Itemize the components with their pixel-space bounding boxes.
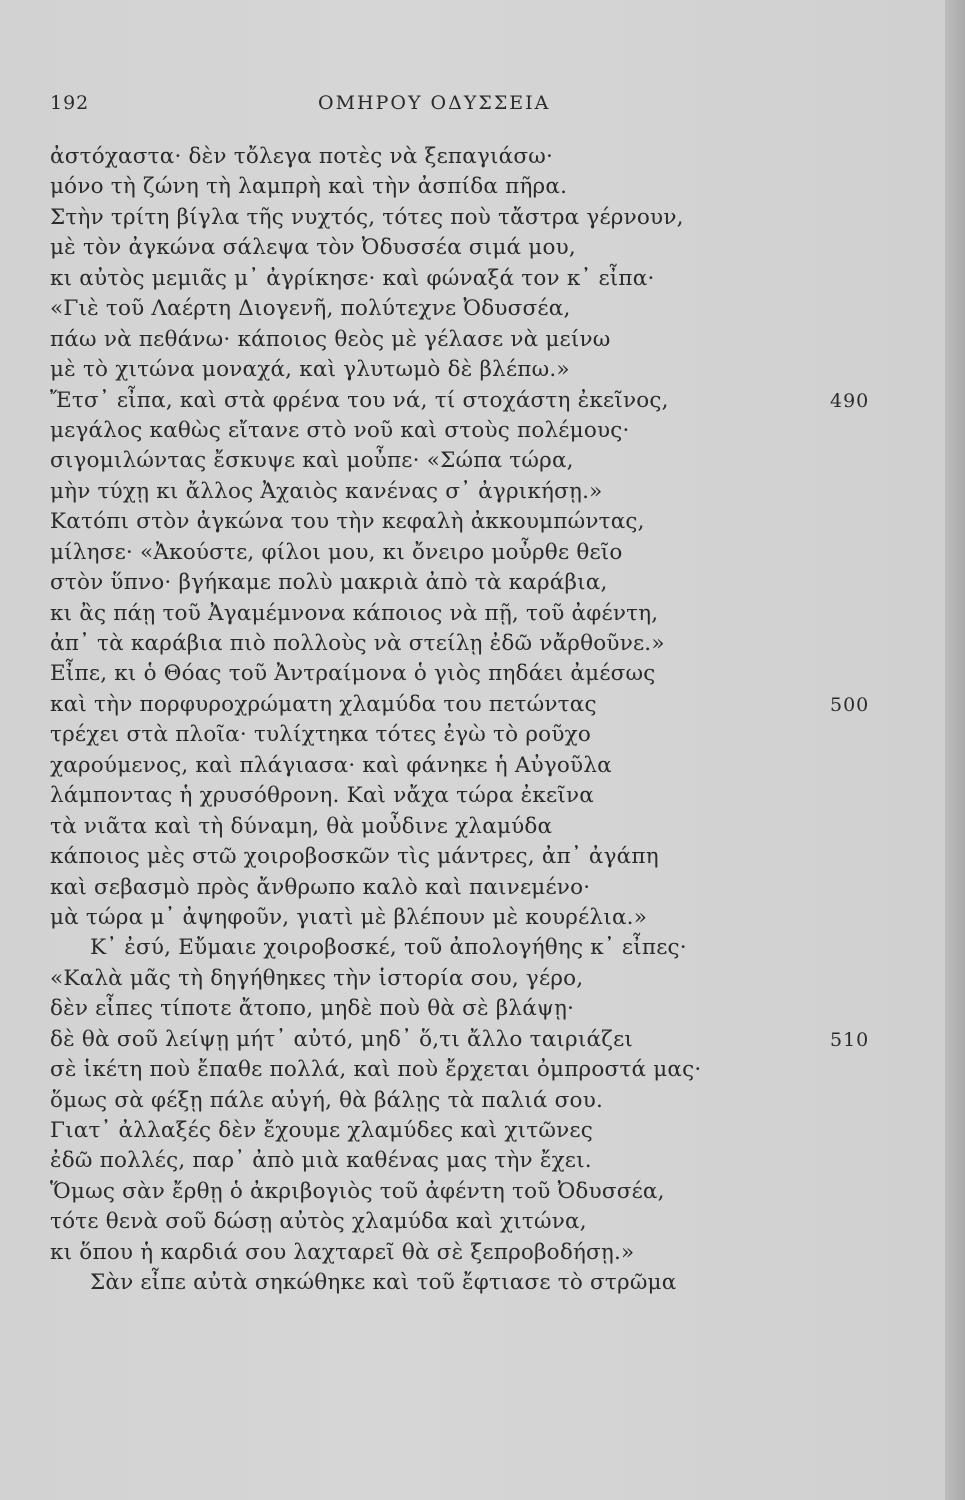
line-number: 510 — [830, 1028, 870, 1051]
verse-text: Σὰν εἶπε αὐτὰ σηκώθηκε καὶ τοῦ ἔφτιασε τὸ στρῶμα — [90, 1270, 677, 1296]
verse-text: κι αὐτὸς μεμιᾶς μ᾽ ἀγρίκησε· καὶ φώναξά τον κ᾽ εἶπα· — [50, 265, 655, 291]
verse-text: ἀστόχαστα· δὲν τὄλεγα ποτὲς νὰ ξεπαγιάσω· — [50, 144, 554, 169]
verse-text: «Καλὰ μᾶς τὴ δηγήθηκες τὴν ἱστορία σου, γέρο, — [50, 965, 584, 991]
verse-text: κι ὅπου ἡ καρδιά σου λαχταρεῖ θὰ σὲ ξεπροβοδήσῃ.» — [50, 1239, 635, 1265]
verse-line — [50, 933, 910, 963]
verse-line — [50, 416, 910, 446]
verse-line — [50, 964, 910, 994]
verse-line — [50, 142, 910, 172]
verse-line — [50, 994, 910, 1024]
verse-line — [50, 812, 910, 842]
verse-line — [50, 507, 910, 537]
verse-text: σὲ ἱκέτη ποὺ ἔπαθε πολλά, καὶ ποὺ ἔρχεται ὀμπροστά μας· — [50, 1057, 702, 1083]
verse-line — [50, 1116, 910, 1146]
verse-text: Ὅμως σὰν ἔρθῃ ὁ ἀκριβογιὸς τοῦ ἀφέντη τοῦ Ὀδυσσέα, — [50, 1178, 665, 1204]
verse-line — [50, 538, 910, 568]
verse-line — [50, 1207, 910, 1237]
verse-text: σιγομιλώντας ἔσκυψε καὶ μοὖπε· «Σώπα τώρα, — [50, 448, 574, 474]
running-title: ΟΜΗΡΟΥ ΟΔΥΣΣΕΙΑ — [318, 92, 551, 114]
verse-line — [50, 1238, 910, 1268]
verse-text: μὲ τὸν ἀγκώνα σάλεψα τὸν Ὀδυσσέα σιμά μου, — [50, 235, 576, 261]
verse-text: δὲν εἶπες τίποτε ἄτοπο, μηδὲ ποὺ θὰ σὲ βλάψῃ· — [50, 996, 575, 1022]
verse-line — [50, 842, 910, 872]
verse-line — [50, 1055, 910, 1085]
verse-text: τὰ νιᾶτα καὶ τὴ δύναμη, θὰ μοὖδινε χλαμύδα — [50, 813, 553, 839]
verse-line — [50, 1086, 910, 1116]
verse-text: «Γιὲ τοῦ Λαέρτη Διογενῆ, πολύτεχνε Ὀδυσσέα, — [50, 296, 571, 322]
verse-line — [50, 233, 910, 263]
verse-line — [50, 203, 910, 233]
verse-line — [50, 690, 910, 720]
verse-text: λάμποντας ἡ χρυσόθρονη. Καὶ νἄχα τώρα ἐκεῖνα — [50, 783, 594, 809]
verse-text: τότε θενὰ σοῦ δώσῃ αὐτὸς χλαμύδα καὶ χιτώνα, — [50, 1209, 587, 1235]
verse-line — [50, 446, 910, 476]
line-number: 490 — [830, 389, 870, 412]
verse-text: μίλησε· «Ἀκούστε, φίλοι μου, κι ὄνειρο μοὖρθε θεῖο — [50, 539, 623, 565]
verse-text: καὶ σεβασμὸ πρὸς ἄνθρωπο καλὸ καὶ παινεμένο· — [50, 874, 591, 900]
verse-text: πάω νὰ πεθάνω· κάποιος θεὸς μὲ γέλασε νὰ μείνω — [50, 326, 611, 352]
verse-text: κι ἂς πάῃ τοῦ Ἀγαμέμνονα κάποιος νὰ πῇ, τοῦ ἀφέντη, — [50, 600, 659, 626]
verse-text: στὸν ὕπνο· βγήκαμε πολὺ μακριὰ ἀπὸ τὰ καράβια, — [50, 570, 608, 596]
verse-line — [50, 1025, 910, 1055]
verse-text: χαρούμενος, καὶ πλάγιασα· καὶ φάνηκε ἡ Αὐγοῦλα — [50, 752, 612, 778]
verse-block — [50, 142, 910, 1299]
verse-line — [50, 386, 910, 416]
verse-line — [50, 264, 910, 294]
verse-text: ὅμως σὰ φέξῃ πάλε αὐγή, θὰ βάλῃς τὰ παλιά σου. — [50, 1087, 603, 1113]
verse-line — [50, 599, 910, 629]
verse-line — [50, 355, 910, 385]
verse-line — [50, 294, 910, 324]
verse-line — [50, 1268, 910, 1298]
verse-text: κάποιος μὲς στῶ χοιροβοσκῶν τὶς μάντρες, ἀπ᾽ ἀγάπη — [50, 844, 659, 870]
verse-line — [50, 751, 910, 781]
verse-text: μόνο τὴ ζώνη τὴ λαμπρὴ καὶ τὴν ἀσπίδα πῆρα. — [50, 174, 568, 200]
verse-text: Εἶπε, κι ὁ Θόας τοῦ Ἀντραίμονα ὁ γιὸς πηδάει ἀμέσως — [50, 661, 656, 687]
verse-text: μὲ τὸ χιτώνα μοναχά, καὶ γλυτωμὸ δὲ βλέπω.» — [50, 357, 570, 383]
verse-text: δὲ θὰ σοῦ λείψῃ μήτ᾽ αὐτό, μηδ᾽ ὅ,τι ἄλλο ταιριάζει — [50, 1026, 634, 1052]
verse-text: ἐδῶ πολλές, παρ᾽ ἀπὸ μιὰ καθένας μας τὴν ἔχει. — [50, 1148, 592, 1174]
verse-text: μὴν τύχῃ κι ἄλλος Ἀχαιὸς κανένας σ᾽ ἀγρικήσῃ.» — [50, 478, 603, 504]
verse-line — [50, 659, 910, 689]
verse-line — [50, 568, 910, 598]
verse-line — [50, 873, 910, 903]
verse-text: Στὴν τρίτη βίγλα τῆς νυχτός, τότες ποὺ τἄστρα γέρνουν, — [50, 204, 684, 230]
verse-text: μὰ τώρα μ᾽ ἀψηφοῦν, γιατὶ μὲ βλέπουν μὲ κουρέλια.» — [50, 904, 648, 930]
verse-text: Κατόπι στὸν ἀγκώνα του τὴν κεφαλὴ ἀκκουμπώντας, — [50, 509, 645, 535]
verse-text: Κ᾽ ἐσύ, Εὔμαιε χοιροβοσκέ, τοῦ ἀπολογήθης κ᾽ εἶπες· — [90, 935, 687, 961]
verse-text: ἀπ᾽ τὰ καράβια πιὸ πολλοὺς νὰ στείλῃ ἐδῶ νἄρθοῦνε.» — [50, 631, 665, 656]
verse-line — [50, 720, 910, 750]
page-number: 192 — [50, 92, 90, 114]
verse-line — [50, 172, 910, 202]
verse-text: Ἔτσ᾽ εἶπα, καὶ στὰ φρένα του νά, τί στοχάστη ἐκεῖνος, — [50, 387, 669, 413]
line-number: 500 — [830, 693, 870, 716]
page-edge — [945, 0, 965, 1500]
verse-line — [50, 325, 910, 355]
verse-line — [50, 477, 910, 507]
verse-text: καὶ τὴν πορφυροχρώματη χλαμύδα του πετώντας — [50, 691, 597, 717]
verse-text: μεγάλος καθὼς εἴτανε στὸ νοῦ καὶ στοὺς πολέμους· — [50, 417, 630, 443]
verse-line — [50, 903, 910, 933]
verse-line — [50, 629, 910, 659]
verse-text: τρέχει στὰ πλοῖα· τυλίχτηκα τότες ἐγὼ τὸ ρoῦχο — [50, 722, 591, 748]
verse-line — [50, 1146, 910, 1176]
verse-text: Γιατ᾽ ἀλλαξές δὲν ἔχουμε χλαμύδες καὶ χιτῶνες — [50, 1118, 593, 1143]
verse-line — [50, 781, 910, 811]
verse-line — [50, 1177, 910, 1207]
page-header — [0, 88, 945, 122]
